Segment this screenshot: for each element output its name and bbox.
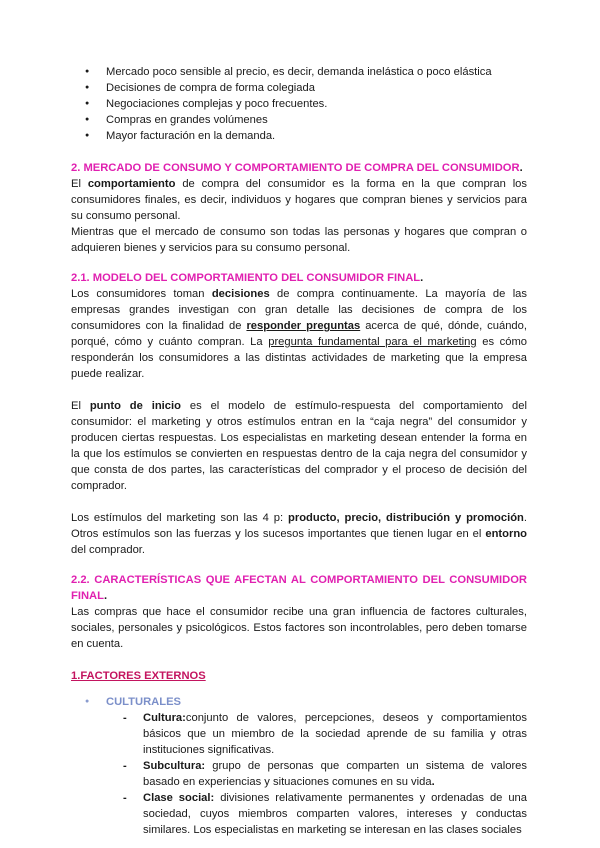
section-2-1-paragraph-3 <box>71 510 527 558</box>
intro-bullet-list <box>71 64 527 144</box>
bold-term: comportamiento <box>87 178 176 190</box>
section-2-paragraph-1 <box>71 176 527 224</box>
bold-term: decisiones <box>211 288 270 300</box>
heading-text: 2.1. MODELO DEL COMPORTAMIENTO DEL CONSUMIDOR FINAL <box>71 272 421 284</box>
definition-tail: . <box>431 776 435 788</box>
heading-dot: . <box>103 590 108 602</box>
definition-text: conjunto de valores, percepciones, deseos y comportamientos básicos que un miembro de la sociedad aprende de su familia y otras instituciones significativas. <box>143 712 527 756</box>
heading-dot: . <box>519 162 523 174</box>
text-run: acerca de qué, dónde, cuándo, porqué, cómo y cuánto compran. La <box>71 320 527 348</box>
list-item: ● Compras en grandes volúmenes <box>71 112 527 128</box>
list-item <box>71 758 527 790</box>
text-run: El <box>71 178 88 190</box>
list-item: ● Mercado poco sensible al precio, es decir, demanda inelástica o poco elástica <box>71 64 527 80</box>
text-run: . Otros estímulos son las fuerzas y los sucesos importantes que tienen lugar en el <box>71 512 527 540</box>
definition-text: divisiones relativamente permanentes y ordenadas de una sociedad, cuyos miembros comparten valores, intereses y conductas similares. Los especialistas en marketing se interesan en las clases sociales <box>143 792 528 836</box>
text-run: El <box>71 400 90 412</box>
section-2-2-heading <box>71 572 527 604</box>
text-run: de compra del consumidor es la forma en la que compran los consumidores finales, es decir, individuos y hogares que compran bienes y servicios para su consumo personal. <box>71 178 527 222</box>
heading-dot: . <box>420 272 424 284</box>
section-2-2-paragraph-1: Las compras que hace el consumidor recibe una gran influencia de factores culturales, sociales, personales y psicológicos. Estos factores son incontrolables, pero deben tomarse en cuenta. <box>71 606 527 650</box>
factores-externos-heading: 1.FACTORES EXTERNOS <box>71 670 206 682</box>
list-item <box>71 710 527 758</box>
text-run: Los consumidores toman <box>71 288 212 300</box>
bold-term: producto, precio, distribución y promoción <box>288 512 524 524</box>
section-2-1-paragraph-2 <box>71 398 527 494</box>
text-run: del comprador. <box>71 544 146 556</box>
definition-term: Clase social: <box>143 792 215 804</box>
text-run: es cómo responderán los consumidores a las distintas actividades de marketing que la empresa puede realizar. <box>71 336 527 380</box>
text-run: de compra continuamente. La mayoría de las empresas grandes investigan con gran detalle las decisiones de compra de los consumidores con la finalidad de <box>71 288 527 332</box>
list-item: ● Decisiones de compra de forma colegiada <box>71 80 527 96</box>
section-2-1-heading <box>71 270 527 286</box>
bold-underlined-term: responder preguntas <box>246 320 361 332</box>
section-2-paragraph-2: Mientras que el mercado de consumo son todas las personas y hogares que compran o adquieren bienes y servicios para su consumo personal. <box>71 226 527 254</box>
bold-term: entorno <box>485 528 527 540</box>
definition-term: Subcultura: <box>143 760 206 772</box>
heading-text: 2. MERCADO DE CONSUMO Y COMPORTAMIENTO DE COMPRA DEL CONSUMIDOR <box>71 162 520 174</box>
list-item: ● Negociaciones complejas y poco frecuentes. <box>71 96 527 112</box>
bold-term: punto de inicio <box>89 400 181 412</box>
heading-text: 2.2. CARACTERÍSTICAS QUE AFECTAN AL COMPORTAMIENTO DEL CONSUMIDOR FINAL <box>71 574 527 602</box>
text-run: es el modelo de estímulo-respuesta del comportamiento del consumidor: el marketing y otros estímulos entran en la “caja negra” del consumidor y producen ciertas respuestas. Los especialistas en marketing desean entender la forma en la que los estímulos se convierten en respuestas dentro de la caja negra del consumidor y que consta de dos partes, las características del comprador y el proceso de decisión del comprador. <box>71 400 527 492</box>
underlined-phrase: pregunta fundamental para el marketing <box>268 336 477 348</box>
text-run: Los estímulos del marketing son las 4 p: <box>71 512 289 524</box>
culturales-definitions-list <box>71 710 527 838</box>
list-item <box>71 790 527 838</box>
section-2-1-paragraph-1 <box>71 286 527 382</box>
culturales-bullet: ● CULTURALES <box>71 694 527 710</box>
document-page <box>71 64 527 838</box>
list-item: ● Mayor facturación en la demanda. <box>71 128 527 144</box>
section-2-heading <box>71 160 527 176</box>
definition-text: grupo de personas que comparten un sistema de valores basado en experiencias y situaciones comunes en su vida <box>143 760 527 788</box>
definition-term: Cultura: <box>143 712 186 724</box>
